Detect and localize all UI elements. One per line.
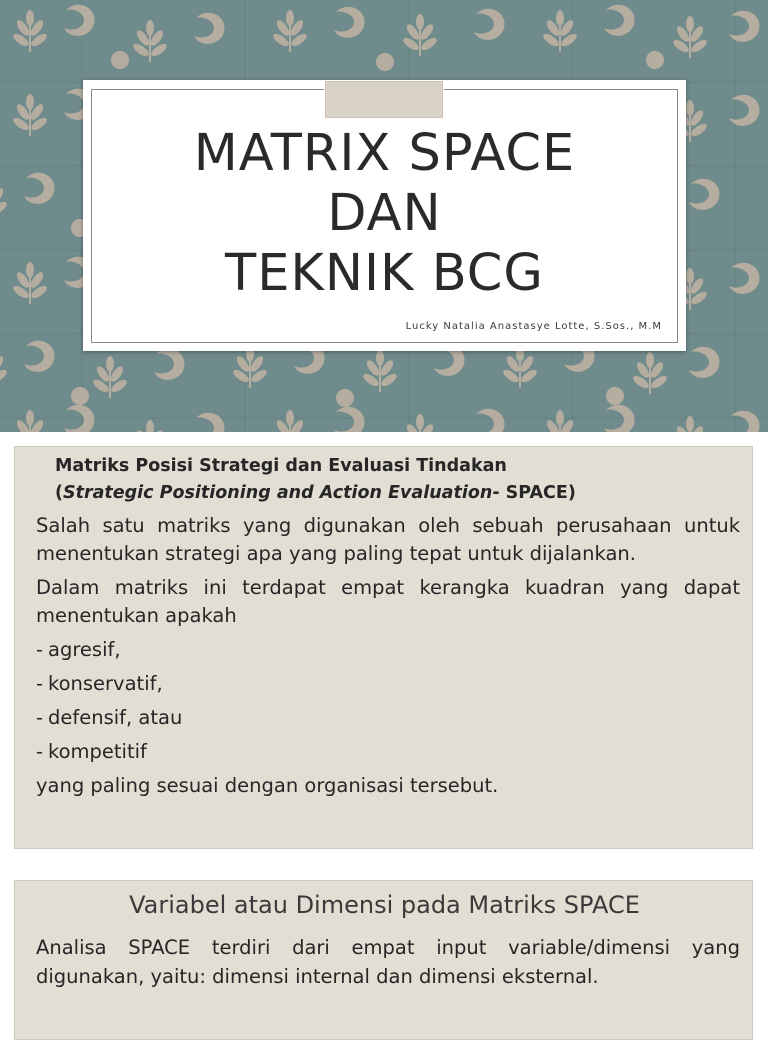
list-item <box>36 670 740 698</box>
list-item <box>36 636 740 664</box>
list-item-text: defensif, atau <box>48 706 183 729</box>
paragraph-quadrants: Dalam matriks ini terdapat empat kerangka kuadran yang dapat menentukan apakah <box>36 576 740 627</box>
title-card <box>83 80 686 351</box>
title-slide <box>0 0 768 432</box>
list-marker: - <box>36 638 44 661</box>
paragraph-closing: yang paling sesuai dengan organisasi tersebut. <box>36 774 499 797</box>
list-marker: - <box>36 740 44 763</box>
paragraph-definition: Salah satu matriks yang digunakan oleh sebuah perusahaan untuk menentukan strategi apa yang paling tepat untuk dijalankan. <box>36 514 740 565</box>
list-marker: - <box>36 706 44 729</box>
list-item <box>36 704 740 732</box>
heading-english-term: Strategic Positioning and Action Evaluation <box>63 483 493 503</box>
slide-body <box>36 934 740 991</box>
list-item-text: konservatif, <box>48 672 163 695</box>
slide-heading <box>55 453 745 507</box>
heading-line-2 <box>55 480 745 507</box>
author-name: Lucky Natalia Anastasye Lotte, S.Sos., M.M <box>405 321 662 332</box>
list-item-text: kompetitif <box>48 740 147 763</box>
slide-body <box>36 512 740 806</box>
heading-acronym: - SPACE) <box>492 483 576 503</box>
title-card-tab <box>324 80 444 119</box>
list-item <box>36 738 740 766</box>
list-marker: - <box>36 672 44 695</box>
space-definition-slide <box>14 446 753 849</box>
space-variables-slide <box>14 880 753 1040</box>
title-line-2: DAN <box>327 184 442 243</box>
title-line-3: TEKNIK BCG <box>225 244 544 303</box>
paragraph-dimensions: Analisa SPACE terdiri dari empat input variable/dimensi yang digunakan, yaitu: dimensi internal dan dimensi eksternal. <box>36 936 740 988</box>
heading-line-1: Matriks Posisi Strategi dan Evaluasi Tindakan <box>55 456 507 476</box>
heading-paren: ( <box>55 483 63 503</box>
slide-heading: Variabel atau Dimensi pada Matriks SPACE <box>129 891 640 919</box>
list-item-text: agresif, <box>48 638 121 661</box>
title-line-1: MATRIX SPACE <box>193 124 576 183</box>
slide-title <box>83 124 686 304</box>
